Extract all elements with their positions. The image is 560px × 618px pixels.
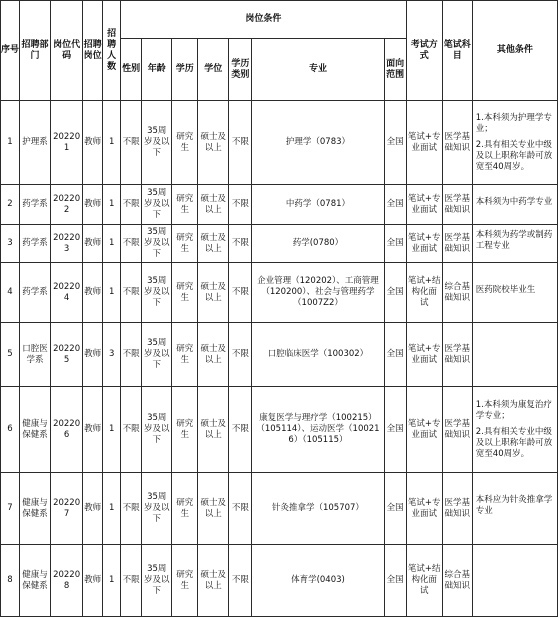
row-education: 研究生 <box>172 101 198 185</box>
row-age: 35周岁及以下 <box>142 323 172 387</box>
row-education: 研究生 <box>172 387 198 473</box>
row-num: 1 <box>103 185 121 225</box>
row-scope: 全国 <box>384 473 406 545</box>
row-age: 35周岁及以下 <box>142 545 172 617</box>
row-scope: 全国 <box>384 225 406 263</box>
row-gender: 不限 <box>121 185 142 225</box>
row-scope: 全国 <box>384 185 406 225</box>
row-no: 8 <box>1 545 20 617</box>
row-other <box>472 387 557 473</box>
header-num: 招聘人数 <box>103 1 121 101</box>
row-education: 研究生 <box>172 473 198 545</box>
row-exam-method: 笔试+专业面试 <box>406 387 442 473</box>
row-dept: 药学系 <box>20 263 51 323</box>
row-gender: 不限 <box>121 225 142 263</box>
row-post: 教师 <box>83 323 103 387</box>
row-age: 35周岁及以下 <box>142 473 172 545</box>
other-condition-line: 2.具有相关专业中级及以上职称年龄可放宽至40周岁。 <box>475 426 553 459</box>
row-dept: 药学系 <box>20 225 51 263</box>
row-major: 口腔临床医学（100302） <box>252 323 384 387</box>
row-exam-subject: 医学基础知识 <box>442 225 472 263</box>
row-exam-method: 笔试+结构化面试 <box>406 263 442 323</box>
row-other <box>472 263 557 323</box>
row-edu-type: 不限 <box>229 323 252 387</box>
row-code: 202203 <box>51 225 83 263</box>
row-scope: 全国 <box>384 323 406 387</box>
row-scope: 全国 <box>384 545 406 617</box>
row-degree: 硕士及以上 <box>198 225 229 263</box>
row-num: 1 <box>103 263 121 323</box>
row-education: 研究生 <box>172 225 198 263</box>
row-major: 药学(0780） <box>252 225 384 263</box>
row-degree: 硕士及以上 <box>198 323 229 387</box>
header-scope: 面向范围 <box>384 39 406 101</box>
row-scope: 全国 <box>384 263 406 323</box>
row-code: 202205 <box>51 323 83 387</box>
row-scope: 全国 <box>384 387 406 473</box>
row-gender: 不限 <box>121 323 142 387</box>
other-condition-line: 本科须为中药学专业 <box>475 196 553 207</box>
row-degree: 硕士及以上 <box>198 263 229 323</box>
row-other <box>472 225 557 263</box>
row-major: 企业管理（120202）、工商管理（120200）、社会与管理药学（1007Z2） <box>252 263 384 323</box>
row-major: 针灸推拿学（105707） <box>252 473 384 545</box>
other-condition-line: 2.具有相关专业中级及以上职称年龄可放宽至40周岁。 <box>475 139 553 172</box>
row-code: 202208 <box>51 545 83 617</box>
row-exam-subject: 医学基础知识 <box>442 473 472 545</box>
row-other <box>472 101 557 185</box>
row-age: 35周岁及以下 <box>142 263 172 323</box>
row-degree: 硕士及以上 <box>198 545 229 617</box>
row-edu-type: 不限 <box>229 101 252 185</box>
row-age: 35周岁及以下 <box>142 387 172 473</box>
row-edu-type: 不限 <box>229 545 252 617</box>
table-row <box>1 323 558 387</box>
row-age: 35周岁及以下 <box>142 101 172 185</box>
table-body <box>1 101 558 617</box>
row-age: 35周岁及以下 <box>142 225 172 263</box>
table-row <box>1 473 558 545</box>
row-exam-method: 笔试+专业面试 <box>406 473 442 545</box>
row-education: 研究生 <box>172 263 198 323</box>
row-num: 3 <box>103 323 121 387</box>
row-no: 7 <box>1 473 20 545</box>
row-major: 中药学（0781） <box>252 185 384 225</box>
row-other <box>472 473 557 545</box>
row-post: 教师 <box>83 545 103 617</box>
row-num: 1 <box>103 101 121 185</box>
other-condition-line: 医药院校毕业生 <box>475 284 536 295</box>
header-code: 岗位代码 <box>51 1 83 101</box>
row-major: 体育学(0403) <box>252 545 384 617</box>
row-no: 4 <box>1 263 20 323</box>
row-no: 5 <box>1 323 20 387</box>
row-dept: 护理系 <box>20 101 51 185</box>
row-other <box>472 545 557 617</box>
row-post: 教师 <box>83 101 103 185</box>
row-exam-method: 笔试+结构化面试 <box>406 545 442 617</box>
row-gender: 不限 <box>121 263 142 323</box>
row-num: 1 <box>103 387 121 473</box>
header-exam-subject: 笔试科目 <box>442 1 472 101</box>
header-dept: 招聘部门 <box>20 1 51 101</box>
row-edu-type: 不限 <box>229 225 252 263</box>
row-exam-method: 笔试+专业面试 <box>406 225 442 263</box>
row-degree: 硕士及以上 <box>198 473 229 545</box>
row-no: 3 <box>1 225 20 263</box>
row-no: 2 <box>1 185 20 225</box>
row-scope: 全国 <box>384 101 406 185</box>
row-exam-method: 笔试+专业面试 <box>406 185 442 225</box>
row-degree: 硕士及以上 <box>198 185 229 225</box>
row-exam-subject: 医学基础知识 <box>442 101 472 185</box>
header-edu-type: 学历类别 <box>229 39 252 101</box>
header-major: 专业 <box>252 39 384 101</box>
row-dept: 健康与保健系 <box>20 387 51 473</box>
header-post: 招聘岗位 <box>83 1 103 101</box>
row-dept: 药学系 <box>20 185 51 225</box>
row-gender: 不限 <box>121 387 142 473</box>
header-no: 序号 <box>1 1 20 101</box>
table-row <box>1 263 558 323</box>
other-condition-line: 1.本科须为康复治疗学专业； <box>475 399 552 421</box>
row-exam-subject: 医学基础知识 <box>442 387 472 473</box>
row-post: 教师 <box>83 473 103 545</box>
row-exam-subject: 综合基础知识 <box>442 545 472 617</box>
row-major: 护理学（0783） <box>252 101 384 185</box>
table-row <box>1 387 558 473</box>
row-post: 教师 <box>83 225 103 263</box>
table-row <box>1 545 558 617</box>
row-exam-method: 笔试+专业面试 <box>406 101 442 185</box>
row-post: 教师 <box>83 185 103 225</box>
table-row <box>1 185 558 225</box>
row-degree: 硕士及以上 <box>198 101 229 185</box>
header-degree: 学位 <box>198 39 229 101</box>
header-other: 其他条件 <box>472 1 557 101</box>
row-post: 教师 <box>83 387 103 473</box>
row-dept: 健康与保健系 <box>20 473 51 545</box>
row-dept: 健康与保健系 <box>20 545 51 617</box>
other-condition-line: 1.本科须为护理学专业； <box>475 112 552 134</box>
row-exam-subject: 综合基础知识 <box>442 263 472 323</box>
row-gender: 不限 <box>121 101 142 185</box>
row-exam-subject: 医学基础知识 <box>442 185 472 225</box>
row-gender: 不限 <box>121 545 142 617</box>
row-edu-type: 不限 <box>229 263 252 323</box>
row-code: 202201 <box>51 101 83 185</box>
row-gender: 不限 <box>121 473 142 545</box>
row-degree: 硕士及以上 <box>198 387 229 473</box>
table-row <box>1 225 558 263</box>
header-exam-method: 考试方式 <box>406 1 442 101</box>
row-education: 研究生 <box>172 185 198 225</box>
row-age: 35周岁及以下 <box>142 185 172 225</box>
row-dept: 口腔医学系 <box>20 323 51 387</box>
row-edu-type: 不限 <box>229 387 252 473</box>
row-other <box>472 185 557 225</box>
row-major: 康复医学与理疗学（100215）（105114）、运动医学（100216）（105115） <box>252 387 384 473</box>
row-num: 1 <box>103 473 121 545</box>
row-education: 研究生 <box>172 323 198 387</box>
row-code: 202207 <box>51 473 83 545</box>
header-gender: 性别 <box>121 39 142 101</box>
row-code: 202204 <box>51 263 83 323</box>
row-no: 6 <box>1 387 20 473</box>
row-exam-method: 笔试+专业面试 <box>406 323 442 387</box>
row-code: 202202 <box>51 185 83 225</box>
row-edu-type: 不限 <box>229 473 252 545</box>
row-education: 研究生 <box>172 545 198 617</box>
row-post: 教师 <box>83 263 103 323</box>
row-exam-subject: 医学基础知识 <box>442 323 472 387</box>
header-conditions: 岗位条件 <box>121 1 407 39</box>
header-education: 学历 <box>172 39 198 101</box>
header-age: 年龄 <box>142 39 172 101</box>
row-num: 1 <box>103 225 121 263</box>
other-condition-line: 本科应为针灸推拿学专业 <box>475 495 553 516</box>
row-no: 1 <box>1 101 20 185</box>
table-row <box>1 101 558 185</box>
row-edu-type: 不限 <box>229 185 252 225</box>
row-code: 202206 <box>51 387 83 473</box>
other-condition-line: 本科须为药学或制药工程专业 <box>475 230 553 251</box>
row-other <box>472 323 557 387</box>
row-num: 1 <box>103 545 121 617</box>
